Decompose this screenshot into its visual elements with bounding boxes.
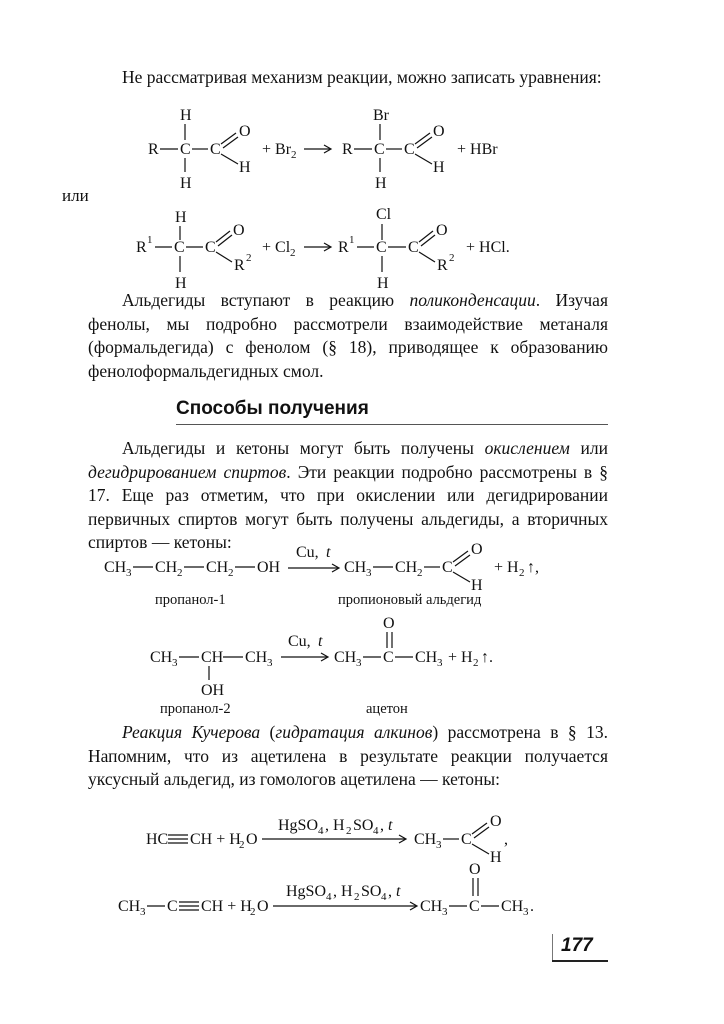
svg-text:2: 2	[346, 825, 352, 837]
svg-text:C: C	[167, 898, 178, 915]
svg-text:O: O	[383, 615, 395, 632]
svg-text:+ H: + H	[494, 559, 519, 576]
svg-text:CH: CH	[118, 898, 141, 915]
svg-text:H: H	[471, 577, 483, 594]
svg-text:O: O	[469, 861, 481, 878]
label-propanol-2: пропанол-2	[160, 701, 231, 717]
label-propanol-1: пропанол-1	[155, 592, 226, 608]
svg-text:1: 1	[147, 234, 153, 246]
svg-text:CH: CH	[415, 649, 438, 666]
svg-text:O: O	[490, 813, 502, 830]
svg-text:3: 3	[356, 657, 362, 669]
svg-text:+ HBr: + HBr	[457, 141, 498, 158]
svg-text:R: R	[136, 239, 147, 256]
svg-text:4: 4	[373, 825, 379, 837]
svg-text:C: C	[180, 141, 191, 158]
svg-text:+ Cl: + Cl	[262, 239, 291, 256]
svg-text:2: 2	[290, 247, 296, 259]
svg-text:2: 2	[354, 891, 360, 903]
svg-text:↑,: ↑,	[527, 559, 539, 576]
svg-text:HgSO: HgSO	[278, 817, 319, 834]
label-propanal: пропионовый альдегид	[338, 592, 482, 608]
svg-text:,: ,	[504, 831, 508, 848]
kucherov-paragraph: Реакция Кучерова (гидратация алкинов) рассмотрена в § 13. Напомним, что из ацетилена в результате реакции получается уксусный альдегид, из гомологов ацетилена — кетоны:	[88, 722, 609, 789]
svg-text:C: C	[404, 141, 415, 158]
svg-text:3: 3	[172, 657, 178, 669]
svg-text:3: 3	[523, 906, 529, 918]
polycondensation-paragraph: Альдегиды вступают в реакцию поликонденсации. Изучая фенолы, мы подробно рассмотрели взаимодействие метаналя (формальдегида) с фенолом (§ 18), приводящее к образованию фенолоформальдегидных смол.	[88, 290, 608, 381]
svg-text:CH: CH	[201, 649, 224, 666]
svg-text:O: O	[233, 222, 245, 239]
label-acetone: ацетон	[366, 701, 408, 717]
preparation-paragraph: Альдегиды и кетоны могут быть получены окислением или дегидрированием спиртов. Эти реакции подробно рассмотрены в § 17. Еще раз отметим, что при окислении или дегидрировании первичных спиртов могут быть получены альдегиды, а вторичных спиртов — кетоны:	[88, 438, 608, 552]
svg-text:OH: OH	[257, 559, 281, 576]
svg-text:O: O	[246, 831, 258, 848]
svg-text:2: 2	[250, 906, 256, 918]
svg-text:R: R	[338, 239, 349, 256]
svg-text:HgSO: HgSO	[286, 883, 327, 900]
svg-text:+ Br: + Br	[262, 141, 292, 158]
svg-text:2: 2	[291, 149, 297, 161]
svg-text:2: 2	[177, 567, 183, 579]
svg-text:Br: Br	[373, 107, 389, 124]
svg-text:,: ,	[380, 817, 384, 834]
svg-text:R: R	[342, 141, 353, 158]
svg-text:CH: CH	[414, 831, 437, 848]
svg-text:C: C	[442, 559, 453, 576]
svg-text:CH: CH	[245, 649, 268, 666]
svg-text:CH: CH	[104, 559, 127, 576]
svg-text:OH: OH	[201, 682, 225, 699]
svg-text:C: C	[376, 239, 387, 256]
svg-text:2: 2	[519, 567, 525, 579]
svg-text:H: H	[433, 159, 445, 176]
svg-text:HC: HC	[146, 831, 169, 848]
svg-text:C: C	[408, 239, 419, 256]
svg-text:H: H	[175, 275, 187, 292]
section-heading: Способы получения	[176, 398, 369, 419]
intro-paragraph: Не рассматривая механизм реакции, можно записать уравнения:	[122, 67, 602, 87]
svg-text:C: C	[469, 898, 480, 915]
svg-text:2: 2	[246, 252, 252, 264]
svg-text:3: 3	[442, 906, 448, 918]
svg-text:2: 2	[239, 839, 245, 851]
svg-text:CH: CH	[501, 898, 524, 915]
svg-text:.: .	[530, 898, 534, 915]
svg-text:O: O	[257, 898, 269, 915]
svg-text:↑.: ↑.	[481, 649, 493, 666]
svg-text:R: R	[234, 257, 245, 274]
svg-text:t: t	[326, 544, 331, 561]
svg-text:, H: , H	[325, 817, 345, 834]
svg-text:,: ,	[388, 883, 392, 900]
svg-text:t: t	[318, 633, 323, 650]
svg-text:4: 4	[326, 891, 332, 903]
svg-text:R: R	[148, 141, 159, 158]
svg-text:4: 4	[318, 825, 324, 837]
svg-text:CH: CH	[334, 649, 357, 666]
svg-text:3: 3	[267, 657, 273, 669]
svg-text:2: 2	[473, 657, 479, 669]
svg-text:H: H	[239, 159, 251, 176]
page-number: 177	[561, 935, 593, 956]
svg-text:CH: CH	[155, 559, 178, 576]
svg-text:C: C	[205, 239, 216, 256]
svg-text:Cu,: Cu,	[288, 633, 311, 650]
svg-text:3: 3	[126, 567, 132, 579]
svg-text:SO: SO	[361, 883, 382, 900]
svg-text:O: O	[471, 541, 483, 558]
svg-text:H: H	[180, 175, 192, 192]
svg-text:2: 2	[228, 567, 234, 579]
svg-text:O: O	[436, 222, 448, 239]
page-number-divider	[552, 934, 553, 960]
svg-text:SO: SO	[353, 817, 374, 834]
svg-text:CH: CH	[344, 559, 367, 576]
svg-text:H: H	[377, 275, 389, 292]
svg-text:C: C	[174, 239, 185, 256]
svg-text:O: O	[433, 123, 445, 140]
svg-text:C: C	[383, 649, 394, 666]
svg-text:3: 3	[366, 567, 372, 579]
svg-text:, H: , H	[333, 883, 353, 900]
svg-text:2: 2	[449, 252, 455, 264]
svg-text:CH + H: CH + H	[201, 898, 252, 915]
svg-text:H: H	[375, 175, 387, 192]
svg-text:+ H: + H	[448, 649, 473, 666]
svg-text:C: C	[374, 141, 385, 158]
svg-text:O: O	[239, 123, 251, 140]
svg-text:C: C	[461, 831, 472, 848]
svg-text:1: 1	[349, 234, 355, 246]
svg-text:+ HCl.: + HCl.	[466, 239, 510, 256]
svg-text:CH: CH	[206, 559, 229, 576]
svg-text:H: H	[490, 849, 502, 866]
svg-text:Cu,: Cu,	[296, 544, 319, 561]
svg-text:3: 3	[437, 657, 443, 669]
svg-text:CH: CH	[395, 559, 418, 576]
svg-text:H: H	[175, 209, 187, 226]
svg-text:3: 3	[140, 906, 146, 918]
svg-text:CH: CH	[420, 898, 443, 915]
svg-text:t: t	[396, 883, 401, 900]
svg-text:C: C	[210, 141, 221, 158]
svg-text:CH: CH	[150, 649, 173, 666]
svg-text:CH + H: CH + H	[190, 831, 241, 848]
page-number-underline	[552, 960, 608, 962]
svg-text:t: t	[388, 817, 393, 834]
or-word: или	[62, 186, 89, 205]
svg-text:2: 2	[417, 567, 423, 579]
svg-text:3: 3	[436, 839, 442, 851]
svg-text:R: R	[437, 257, 448, 274]
svg-text:4: 4	[381, 891, 387, 903]
svg-text:H: H	[180, 107, 192, 124]
svg-text:Cl: Cl	[376, 206, 392, 223]
